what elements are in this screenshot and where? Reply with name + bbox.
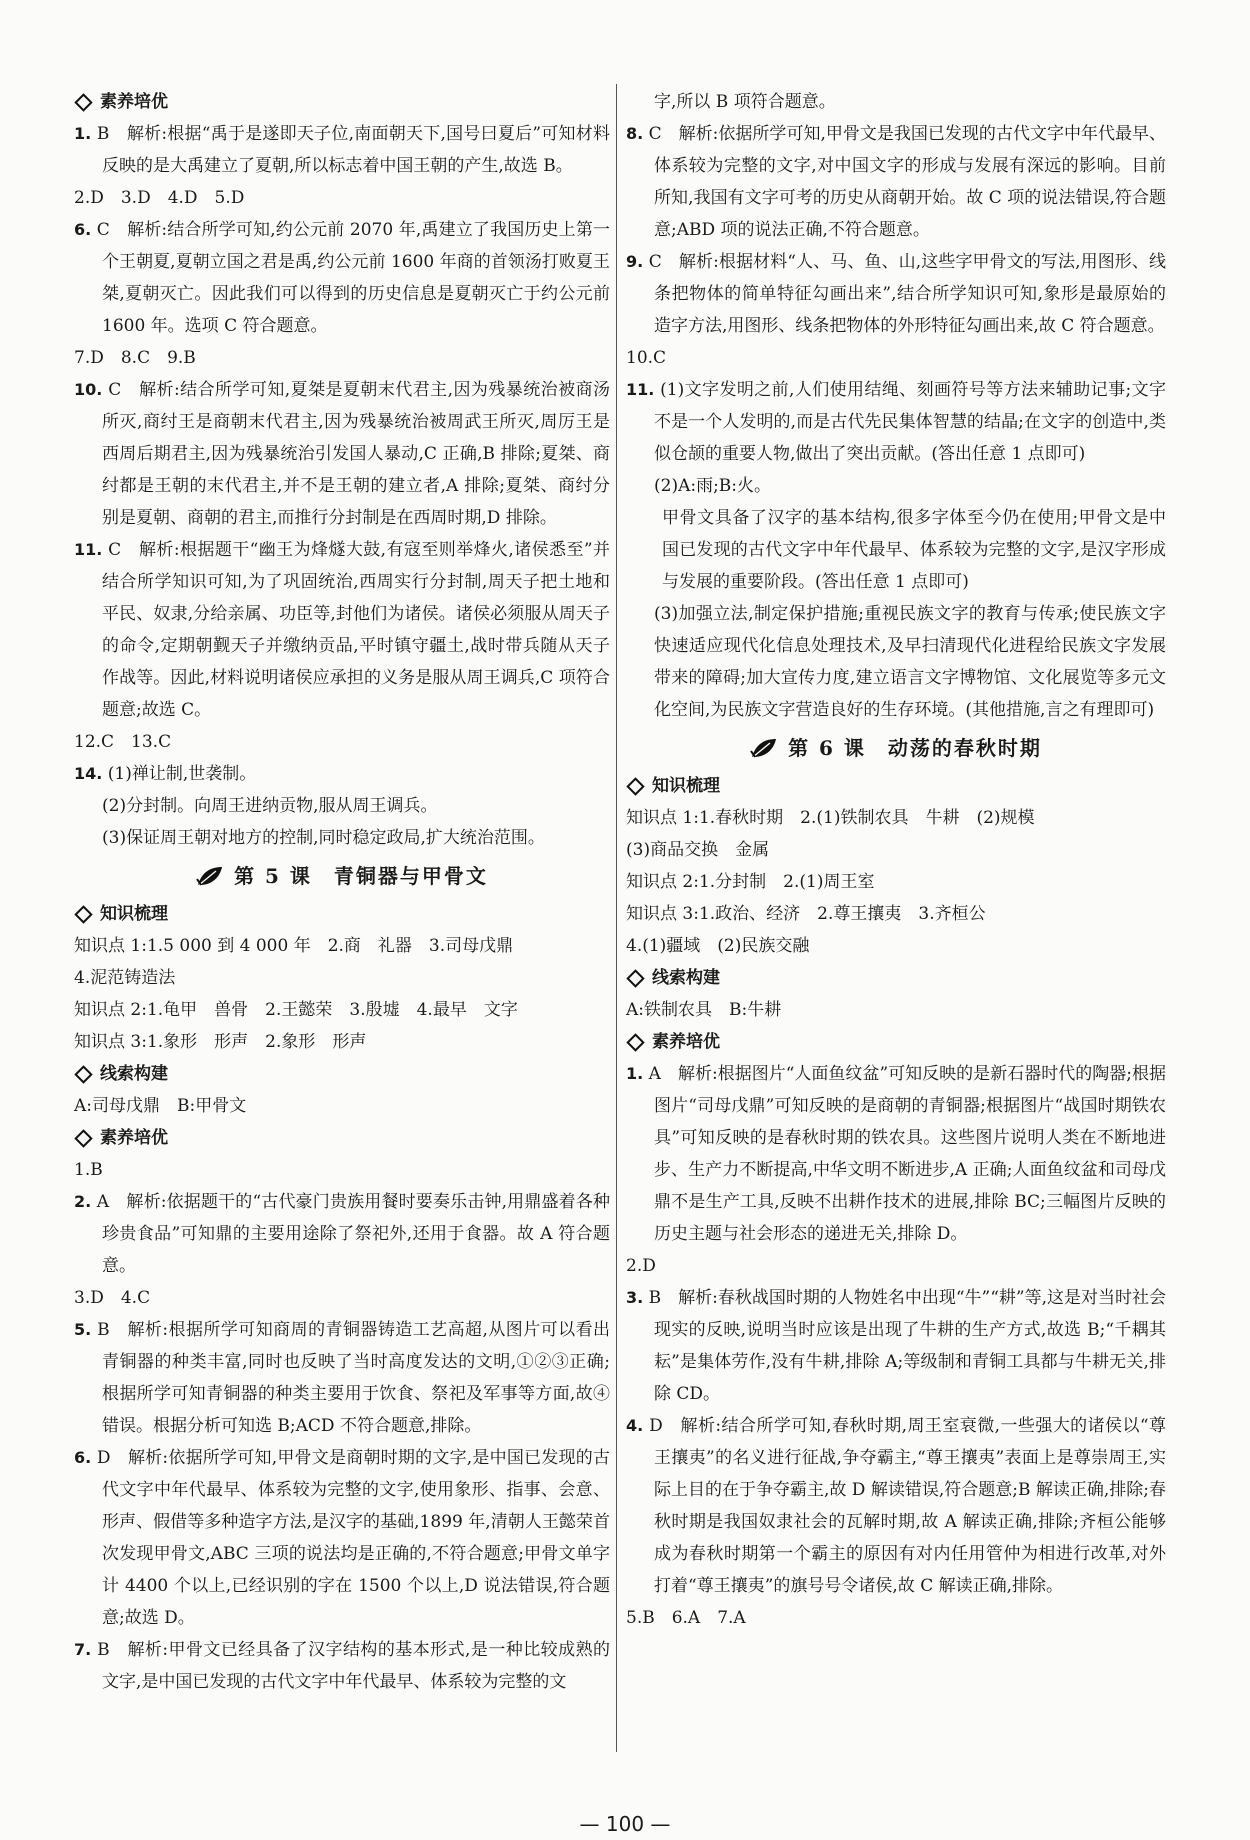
answer-paragraph <box>626 1058 1166 1250</box>
diamond-icon <box>74 1129 92 1147</box>
answer-paragraph <box>626 246 1166 342</box>
lesson-title-text: 第 6 课 动荡的春秋时期 <box>788 736 1042 760</box>
diamond-icon <box>74 905 92 923</box>
answer-paragraph <box>626 502 1166 598</box>
answer-paragraph <box>74 1186 610 1282</box>
diamond-icon <box>74 1065 92 1083</box>
section-heading <box>626 962 1166 994</box>
answer-text: D 解析:依据所学可知,甲骨文是商朝时期的文字,是中国已发现的古代文字中年代最早、体系较为完整的文字,使用象形、指事、会意、形声、假借等多种造字方法,是汉字的基础,1899 年,清朝人王懿荣首次发现甲骨文,ABC 三项的说法均是正确的,不符合题意;甲骨文单字计 4400 个以上,已经识别的字在 1500 个以上,D 说法错误,符合题意;故选 D。 <box>96 1448 611 1628</box>
left-column <box>74 86 610 1698</box>
answer-text: 2.D <box>626 1256 656 1276</box>
answer-text: B 解析:甲骨文已经具备了汉字结构的基本形式,是一种比较成熟的文字,是中国已发现的古代文字中年代最早、体系较为完整的文 <box>97 1640 611 1692</box>
answer-paragraph <box>74 534 610 726</box>
question-number: 4. <box>626 1416 644 1435</box>
diamond-icon <box>626 1033 644 1051</box>
answer-text: B 解析:春秋战国时期的人物姓名中出现“牛”“耕”等,这是对当时社会现实的反映,说明当时应该是出现了牛耕的生产方式,故选 B;“千耦其耘”是集体劳作,没有牛耕,排除 A;等级制和青铜工具都与牛耕无关,排除 CD。 <box>648 1288 1167 1404</box>
answer-paragraph <box>74 822 610 854</box>
answer-text: C 解析:结合所学可知,夏桀是夏朝末代君主,因为残暴统治被商汤所灭,商纣王是商朝末代君主,因为残暴统治被周武王所灭,周厉王是西周后期君主,因为残暴统治引发国人暴动,C 正确,B 排除;夏桀、商纣都是王朝的末代君主,并不是王朝的建立者,A 排除;夏桀、商纣分别是夏朝、商朝的君主,而推行分封制是在西周时期,D 排除。 <box>102 380 611 528</box>
answer-paragraph <box>74 1634 610 1698</box>
answer-text: 7.D 8.C 9.B <box>74 348 196 368</box>
answer-paragraph <box>626 1250 1166 1282</box>
answer-text: 知识点 2:1.分封制 2.(1)周王室 <box>626 872 875 892</box>
page-number: — 100 — <box>579 1812 671 1836</box>
section-heading-text: 线索构建 <box>100 1064 168 1084</box>
answer-paragraph <box>74 374 610 534</box>
answer-line <box>626 994 1166 1026</box>
answer-text: B 解析:根据所学可知商周的青铜器铸造工艺高超,从图片可以看出青铜器的种类丰富,同时也反映了当时高度发达的文明,①②③正确;根据所学可知青铜器的种类主要用于饮食、祭祀及军事等方面,故④错误。根据分析可知选 B;ACD 不符合题意,排除。 <box>97 1320 611 1436</box>
question-number: 11. <box>74 540 103 559</box>
answer-text: A:司母戊鼎 B:甲骨文 <box>74 1096 247 1116</box>
question-number: 2. <box>74 1192 92 1211</box>
answer-line <box>74 930 610 962</box>
answer-paragraph <box>74 1282 610 1314</box>
question-number: 6. <box>74 220 92 239</box>
answer-line <box>626 898 1166 930</box>
answer-paragraph <box>626 374 1166 470</box>
question-number: 14. <box>74 764 103 783</box>
answer-line <box>74 994 610 1026</box>
question-number: 8. <box>626 124 644 143</box>
answer-line <box>626 802 1166 834</box>
answer-text: 2.D 3.D 4.D 5.D <box>74 188 245 208</box>
lesson-title-text: 第 5 课 青铜器与甲骨文 <box>234 864 488 888</box>
section-heading <box>626 770 1166 802</box>
answer-paragraph <box>74 1442 610 1634</box>
lesson-title <box>626 732 1166 764</box>
answer-text: 甲骨文具备了汉字的基本结构,很多字体至今仍在使用;甲骨文是中国已发现的古代文字中年代最早、体系较为完整的文字,是汉字形成与发展的重要阶段。(答出任意 1 点即可) <box>662 508 1166 592</box>
answer-text: 知识点 3:1.政治、经济 2.尊王攘夷 3.齐桓公 <box>626 904 986 924</box>
answer-paragraph <box>626 1410 1166 1602</box>
question-number: 1. <box>74 124 92 143</box>
answer-text: 10.C <box>626 348 667 368</box>
diamond-icon <box>74 93 92 111</box>
answer-line <box>74 1026 610 1058</box>
answer-line <box>74 1090 610 1122</box>
question-number: 10. <box>74 380 103 399</box>
question-number: 9. <box>626 252 644 271</box>
column-divider <box>616 84 617 1752</box>
answer-text: 知识点 2:1.龟甲 兽骨 2.王懿荣 3.殷墟 4.最早 文字 <box>74 1000 518 1020</box>
section-heading <box>74 898 610 930</box>
answer-text: (2)A:雨;B:火。 <box>654 476 772 496</box>
answer-text: 知识点 1:1.春秋时期 2.(1)铁制农具 牛耕 (2)规模 <box>626 808 1035 828</box>
answer-paragraph <box>74 790 610 822</box>
answer-line <box>626 834 1166 866</box>
answer-paragraph <box>74 182 610 214</box>
leaf-icon <box>196 865 224 887</box>
answer-paragraph <box>626 1282 1166 1410</box>
answer-paragraph <box>74 1154 610 1186</box>
answer-text: 12.C 13.C <box>74 732 172 752</box>
answer-text: 5.B 6.A 7.A <box>626 1608 746 1628</box>
answer-paragraph <box>626 598 1166 726</box>
section-heading-text: 知识梳理 <box>100 904 168 924</box>
lesson-title <box>74 860 610 892</box>
answer-text: D 解析:结合所学可知,春秋时期,周王室衰微,一些强大的诸侯以“尊王攘夷”的名义进行征战,争夺霸主,“尊王攘夷”表面上是尊崇周王,实际上目的在于争夺霸主,故 D 解读错误,符合题意;B 解读正确,排除;春秋时期是我国奴隶社会的瓦解时期,故 A 解读正确,排除;齐桓公能够成为春秋时期第一个霸主的原因有对内任用管仲为相进行改革,对外打着“尊王攘夷”的旗号号令诸侯,故 C 解读正确,排除。 <box>649 1416 1167 1596</box>
section-heading-text: 素养培优 <box>100 92 168 112</box>
answer-paragraph <box>626 86 1166 118</box>
answer-text: 4.泥范铸造法 <box>74 968 176 988</box>
answer-text: 知识点 3:1.象形 形声 2.象形 形声 <box>74 1032 367 1052</box>
answer-text: (1)禅让制,世袭制。 <box>107 764 257 784</box>
answer-paragraph <box>74 1314 610 1442</box>
answer-text: (1)文字发明之前,人们使用结绳、刻画符号等方法来辅助记事;文字不是一个人发明的,而是古代先民集体智慧的结晶;在文字的创造中,类似仓颉的重要人物,做出了突出贡献。(答出任意 1 点即可) <box>654 380 1166 464</box>
answer-line <box>74 962 610 994</box>
answer-text: C 解析:结合所学可知,约公元前 2070 年,禹建立了我国历史上第一个王朝夏,夏朝立国之君是禹,约公元前 1600 年商的首领汤打败夏王桀,夏朝灭亡。因此我们可以得到的历史信息是夏朝灭亡于约公元前 1600 年。选项 C 符合题意。 <box>96 220 610 336</box>
section-heading <box>626 1026 1166 1058</box>
answer-line <box>626 930 1166 962</box>
diamond-icon <box>626 969 644 987</box>
diamond-icon <box>626 777 644 795</box>
answer-text: 4.(1)疆域 (2)民族交融 <box>626 936 810 956</box>
section-heading <box>74 1058 610 1090</box>
answer-text: 知识点 1:1.5 000 到 4 000 年 2.商 礼器 3.司母戊鼎 <box>74 936 514 956</box>
section-heading-text: 素养培优 <box>652 1032 720 1052</box>
leaf-icon <box>750 737 778 759</box>
section-heading <box>74 1122 610 1154</box>
answer-text: (2)分封制。向周王进纳贡物,服从周王调兵。 <box>102 796 438 816</box>
question-number: 3. <box>626 1288 644 1307</box>
answer-text: A:铁制农具 B:牛耕 <box>626 1000 782 1020</box>
answer-paragraph <box>74 726 610 758</box>
section-heading <box>74 86 610 118</box>
answer-text: C 解析:根据题干“幽王为烽燧大鼓,有寇至则举烽火,诸侯悉至”并结合所学知识可知,为了巩固统治,西周实行分封制,周天子把土地和平民、奴隶,分给亲属、功臣等,封他们为诸侯。诸侯必须服从周天子的命令,定期朝觐天子并缴纳贡品,平时镇守疆土,战时带兵随从天子作战等。因此,材料说明诸侯应承担的义务是服从周王调兵,C 项符合题意;故选 C。 <box>102 540 610 720</box>
answer-paragraph <box>626 342 1166 374</box>
answer-paragraph <box>626 118 1166 246</box>
section-heading-text: 线索构建 <box>652 968 720 988</box>
answer-line <box>626 866 1166 898</box>
answer-text: (3)商品交换 金属 <box>626 840 770 860</box>
answer-text: (3)加强立法,制定保护措施;重视民族文字的教育与传承;使民族文字快速适应现代化信息处理技术,及早扫清现代化进程给民族文字发展带来的障碍;加大宣传力度,建立语言文字博物馆、文化展览等多元文化空间,为民族文字营造良好的生存环境。(其他措施,言之有理即可) <box>654 604 1166 720</box>
answer-paragraph <box>626 1602 1166 1634</box>
right-column <box>626 86 1166 1634</box>
answer-paragraph <box>74 342 610 374</box>
question-number: 5. <box>74 1320 92 1339</box>
answer-text: A 解析:根据图片“人面鱼纹盆”可知反映的是新石器时代的陶器;根据图片“司母戊鼎”可知反映的是商朝的青铜器;根据图片“战国时期铁农具”可知反映的是春秋时期的铁农具。这些图片说明人类在不断地进步、生产力不断提高,中华文明不断进步,A 正确;人面鱼纹盆和司母戊鼎不是生产工具,反映不出耕作技术的进展,排除 BC;三幅图片反映的历史主题与社会形态的递进无关,排除 D。 <box>648 1064 1166 1244</box>
answer-text: 3.D 4.C <box>74 1288 151 1308</box>
answer-paragraph <box>74 118 610 182</box>
question-number: 7. <box>74 1640 92 1659</box>
answer-paragraph <box>74 758 610 790</box>
section-heading-text: 素养培优 <box>100 1128 168 1148</box>
question-number: 6. <box>74 1448 92 1467</box>
answer-text: C 解析:依据所学可知,甲骨文是我国已发现的古代文字中年代最早、体系较为完整的文字,对中国文字的形成与发展有深远的影响。目前所知,我国有文字可考的历史从商朝开始。故 C 项的说法错误,符合题意;ABD 项的说法正确,不符合题意。 <box>648 124 1167 240</box>
answer-text: A 解析:依据题干的“古代豪门贵族用餐时要奏乐击钟,用鼎盛着各种珍贵食品”可知鼎的主要用途除了祭祀外,还用于食器。故 A 符合题意。 <box>96 1192 610 1276</box>
answer-text: 1.B <box>74 1160 103 1180</box>
answer-paragraph <box>626 470 1166 502</box>
answer-paragraph <box>74 214 610 342</box>
answer-text: C 解析:根据材料“人、马、鱼、山,这些字甲骨文的写法,用图形、线条把物体的简单特征勾画出来”,结合所学知识可知,象形是最原始的造字方法,用图形、线条把物体的外形特征勾画出来,故 C 符合题意。 <box>648 252 1166 336</box>
question-number: 1. <box>626 1064 644 1083</box>
answer-text: (3)保证周王朝对地方的控制,同时稳定政局,扩大统治范围。 <box>102 828 545 848</box>
question-number: 11. <box>626 380 655 399</box>
answer-text: 字,所以 B 项符合题意。 <box>654 92 836 112</box>
answer-text: B 解析:根据“禹于是遂即天子位,南面朝天下,国号曰夏后”可知材料反映的是大禹建立了夏朝,所以标志着中国王朝的产生,故选 B。 <box>96 124 610 176</box>
section-heading-text: 知识梳理 <box>652 776 720 796</box>
